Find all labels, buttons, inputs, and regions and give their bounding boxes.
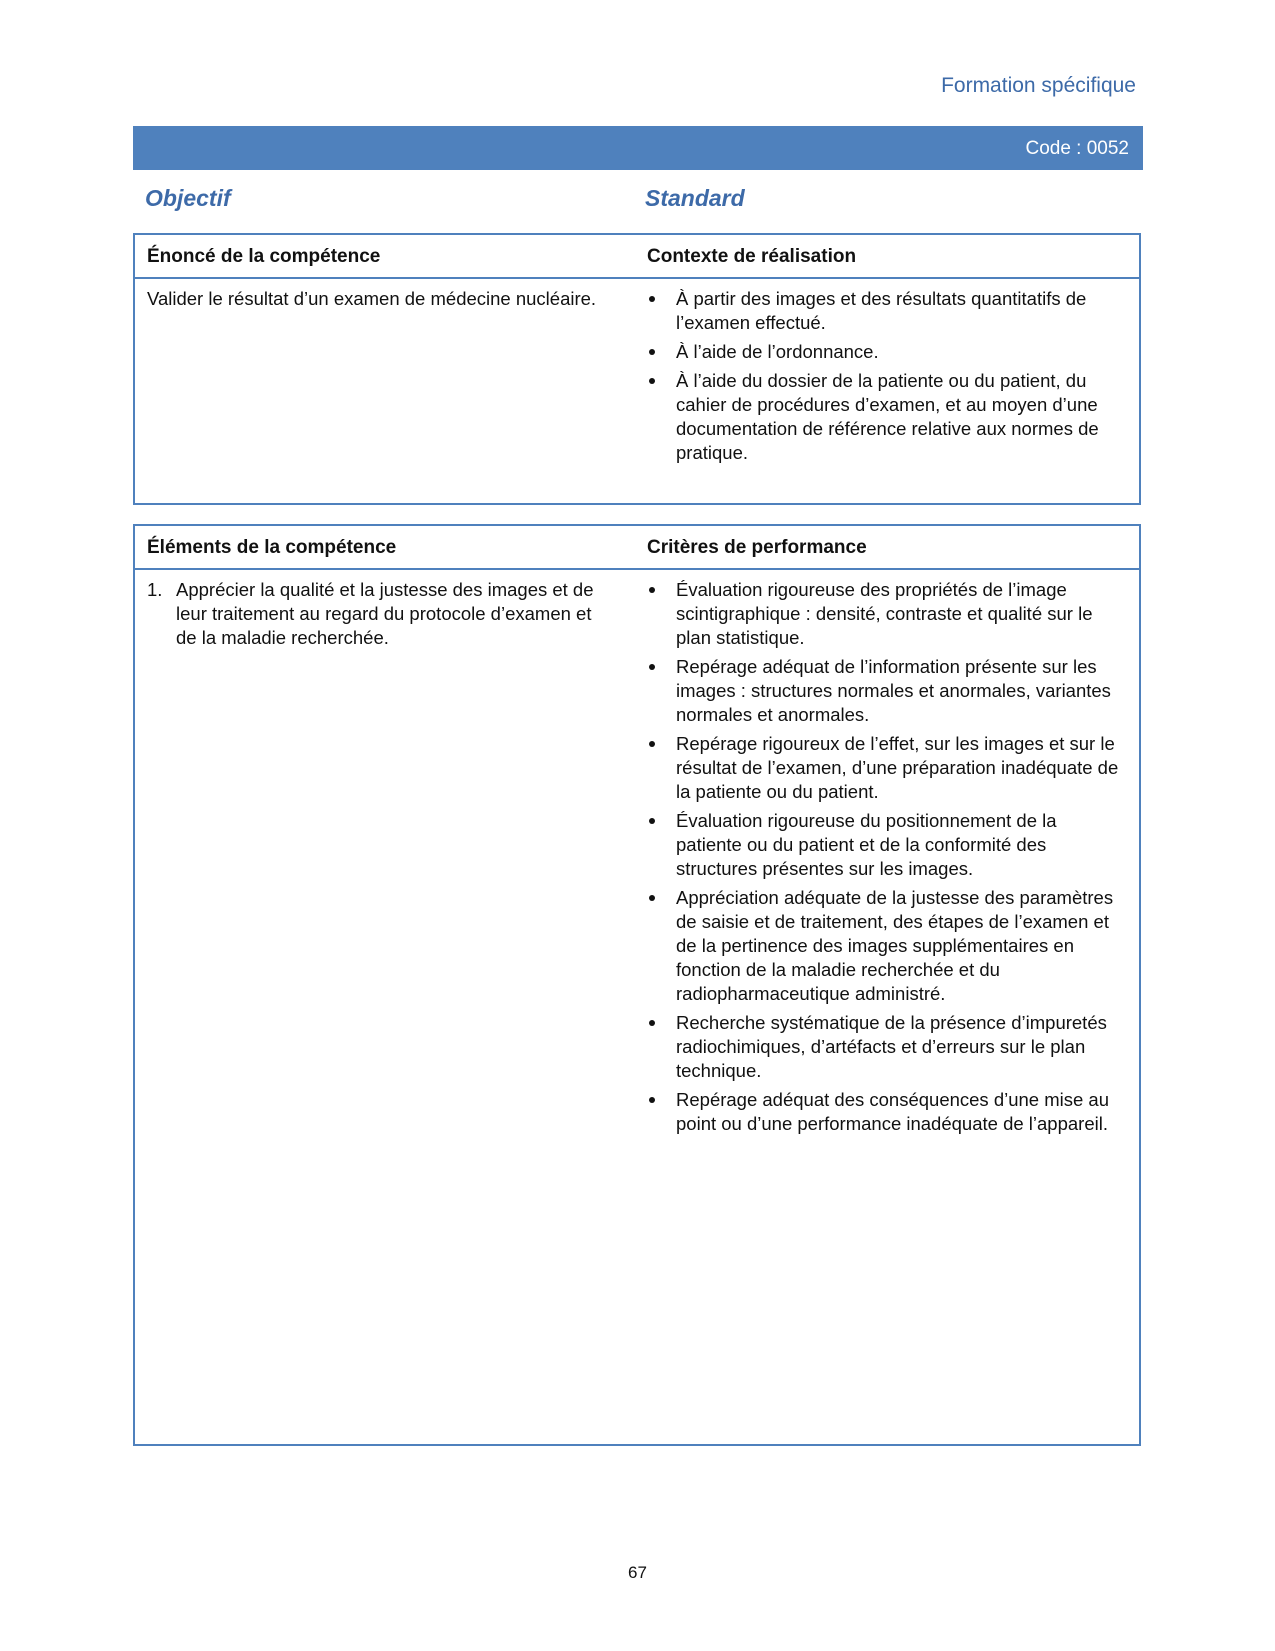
list-item-text: Repérage adéquat de l’information présente sur les images : structures normales et anormales, variantes normales et anormales. [676,656,1111,725]
list-item-text: Repérage rigoureux de l’effet, sur les images et sur le résultat de l’examen, d’une préparation inadéquate de la patiente ou du patient. [676,733,1119,802]
enonce-text: Valider le résultat d’un examen de médecine nucléaire. [147,288,597,309]
list-item [647,1088,1127,1136]
elements-list [147,578,617,650]
list-item [647,578,1127,650]
list-item [647,732,1127,804]
contexte-heading: Contexte de réalisation [647,246,857,267]
box1-header [135,235,1139,279]
objectif-heading: Objectif [145,185,231,211]
document-header-title: Formation spécifique [941,74,1136,97]
list-item-text: À l’aide du dossier de la patiente ou du patient, du cahier de procédures d’examen, et au moyen d’une documentation de référence relative aux normes de pratique. [676,370,1099,463]
element-number: 1. [147,579,163,600]
competency-statement-box [133,233,1141,505]
standard-heading: Standard [645,185,745,211]
bullet-icon [649,664,655,670]
list-item [647,809,1127,881]
list-item [647,369,1127,465]
contexte-list-container [647,287,1127,470]
list-item-text: Évaluation rigoureuse du positionnement de la patiente ou du patient et de la conformité des structures présentes sur les images. [676,810,1057,879]
bullet-icon [649,1097,655,1103]
list-item [647,655,1127,727]
criteres-list [647,578,1127,1136]
list-item-text: À l’aide de l’ordonnance. [676,341,879,362]
bullet-icon [649,296,655,302]
competency-code: Code : 0052 [1025,138,1129,159]
list-item [647,1011,1127,1083]
list-item [647,886,1127,1006]
competency-elements-box [133,524,1141,1446]
bullet-icon [649,378,655,384]
elements-heading: Éléments de la compétence [147,537,397,558]
bullet-icon [649,818,655,824]
code-bar [133,126,1143,170]
list-item [647,340,1127,364]
contexte-list [647,287,1127,465]
criteres-heading: Critères de performance [647,537,867,558]
criteres-list-container [647,578,1127,1141]
bullet-icon [649,1020,655,1026]
list-item-text: Recherche systématique de la présence d’impuretés radiochimiques, d’artéfacts et d’erreurs sur le plan technique. [676,1012,1107,1081]
bullet-icon [649,587,655,593]
bullet-icon [649,349,655,355]
element-text: Apprécier la qualité et la justesse des images et de leur traitement au regard du protocole d’examen et de la maladie recherchée. [176,579,594,648]
box2-header [135,526,1139,570]
enonce-heading: Énoncé de la compétence [147,246,381,267]
bullet-icon [649,895,655,901]
list-item-text: Évaluation rigoureuse des propriétés de l’image scintigraphique : densité, contraste et qualité sur le plan statistique. [676,579,1093,648]
list-item [647,287,1127,335]
list-item [147,578,617,650]
elements-list-container [147,578,617,650]
list-item-text: À partir des images et des résultats quantitatifs de l’examen effectué. [676,288,1087,333]
list-item-text: Repérage adéquat des conséquences d’une mise au point ou d’une performance inadéquate de l’appareil. [676,1089,1110,1134]
list-item-text: Appréciation adéquate de la justesse des paramètres de saisie et de traitement, des étapes de l’examen et de la pertinence des images supplémentaires en fonction de la maladie recherchée et du radiopharmaceutique administré. [676,887,1114,1004]
page-number: 67 [628,1563,647,1582]
bullet-icon [649,741,655,747]
